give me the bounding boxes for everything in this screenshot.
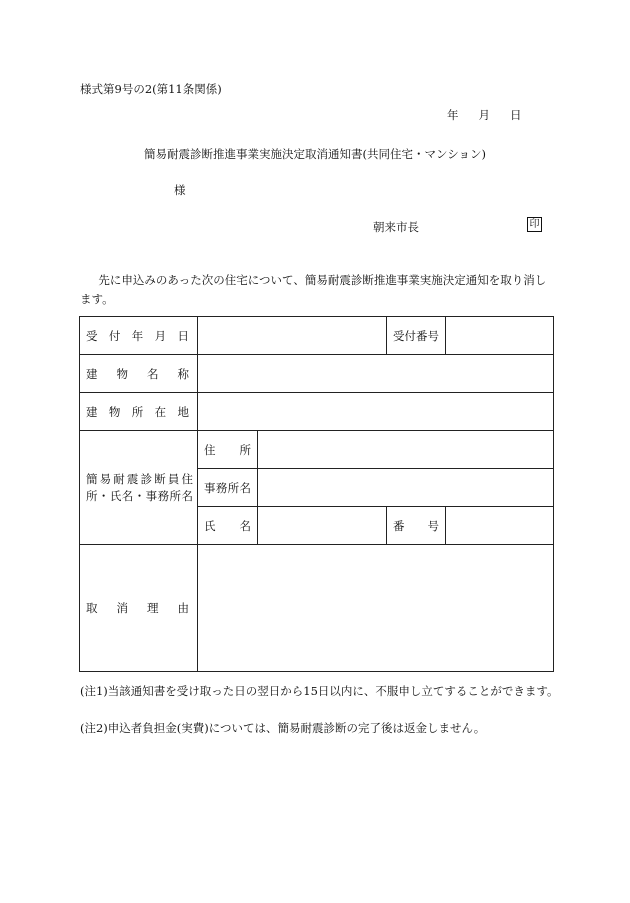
form-number: 様式第9号の2(第11条関係): [80, 82, 222, 96]
note-1: (注1)当該通知書を受け取った日の翌日から15日以内に、不服申し立てすることができます。: [80, 684, 559, 698]
building-name-label: 建物名称: [80, 355, 198, 393]
building-address-label: 建物所在地: [80, 393, 198, 431]
received-date-field[interactable]: [198, 317, 387, 355]
received-number-label: 受付番号: [387, 317, 446, 355]
row-building-name: [80, 355, 554, 393]
assessor-name-field[interactable]: [258, 507, 387, 545]
date-year: 年: [447, 108, 459, 122]
received-date-label: 受付年月日: [80, 317, 198, 355]
assessor-address-field[interactable]: [258, 431, 554, 469]
assessor-label-line1: 簡易耐震診断員住: [86, 471, 193, 486]
cancel-reason-field[interactable]: [198, 545, 554, 672]
date-day: 日: [510, 108, 522, 122]
received-number-field[interactable]: [446, 317, 554, 355]
assessor-name-label: 氏名: [198, 507, 258, 545]
assessor-label: [80, 431, 198, 545]
row-cancel-reason: [80, 545, 554, 672]
seal-mark: 印: [527, 217, 542, 232]
assessor-number-field[interactable]: [446, 507, 554, 545]
date-line: [447, 107, 522, 123]
assessor-address-label: 住所: [198, 431, 258, 469]
row-received: [80, 317, 554, 355]
assessor-office-field[interactable]: [258, 469, 554, 507]
date-month: 月: [478, 108, 490, 122]
building-address-field[interactable]: [198, 393, 554, 431]
issuer-name: 朝来市長: [373, 220, 419, 234]
note-2: (注2)申込者負担金(実費)については、簡易耐震診断の完了後は返金しません。: [80, 721, 486, 735]
row-assessor-address: [80, 431, 554, 469]
row-building-address: [80, 393, 554, 431]
cancel-reason-label: 取消理由: [80, 545, 198, 672]
assessor-number-label: 番号: [387, 507, 446, 545]
assessor-label-line2: 所・氏名・事務所名: [86, 488, 193, 503]
assessor-office-label: 事務所名: [198, 469, 258, 507]
document-title: 簡易耐震診断推進事業実施決定取消通知書(共同住宅・マンション): [144, 147, 486, 161]
body-text: 先に申込みのあった次の住宅について、簡易耐震診断推進事業実施決定通知を取り消します。: [80, 273, 547, 306]
building-name-field[interactable]: [198, 355, 554, 393]
form-table: [79, 316, 554, 672]
addressee-suffix: 様: [174, 183, 186, 197]
